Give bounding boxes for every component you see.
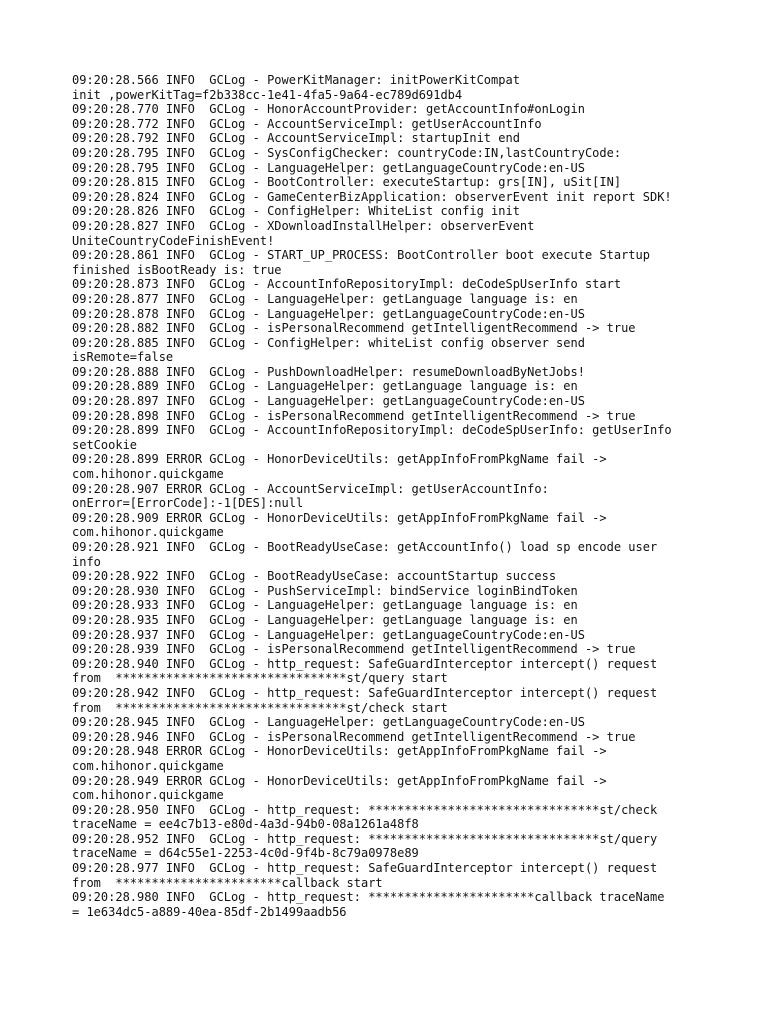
log-line: 09:20:28.939 INFO GCLog - isPersonalRecommend getIntelligentRecommend -> true bbox=[72, 642, 636, 657]
log-line: from ********************************st/check start bbox=[72, 700, 448, 715]
log-line: 09:20:28.826 INFO GCLog - ConfigHelper: WhiteList config init bbox=[72, 204, 520, 219]
log-line: 09:20:28.933 INFO GCLog - LanguageHelper: getLanguage language is: en bbox=[72, 598, 578, 613]
log-line: 09:20:28.952 INFO GCLog - http_request: ********************************st/query bbox=[72, 831, 658, 846]
log-line: 09:20:28.899 INFO GCLog - AccountInfoRepositoryImpl: deCodeSpUserInfo: getUserInfo bbox=[72, 423, 672, 438]
log-line: 09:20:28.795 INFO GCLog - SysConfigChecker: countryCode:IN,lastCountryCode: bbox=[72, 145, 622, 160]
log-line: com.hihonor.quickgame bbox=[72, 525, 224, 540]
log-lines-container bbox=[72, 73, 722, 919]
log-line: from ********************************st/query start bbox=[72, 671, 448, 686]
log-line: 09:20:28.945 INFO GCLog - LanguageHelper: getLanguageCountryCode:en-US bbox=[72, 715, 585, 730]
log-line: 09:20:28.827 INFO GCLog - XDownloadInstallHelper: observerEvent bbox=[72, 218, 535, 233]
log-line: 09:20:28.898 INFO GCLog - isPersonalRecommend getIntelligentRecommend -> true bbox=[72, 408, 636, 423]
log-line: 09:20:28.885 INFO GCLog - ConfigHelper: whiteList config observer send bbox=[72, 335, 585, 350]
log-line: 09:20:28.824 INFO GCLog - GameCenterBizApplication: observerEvent init report SDK! bbox=[72, 189, 672, 204]
log-line: 09:20:28.942 INFO GCLog - http_request: SafeGuardInterceptor intercept() request bbox=[72, 685, 658, 700]
log-line: = 1e634dc5-a889-40ea-85df-2b1499aadb56 bbox=[72, 904, 347, 919]
log-line: 09:20:28.566 INFO GCLog - PowerKitManager: initPowerKitCompat bbox=[72, 73, 520, 87]
log-document bbox=[72, 73, 722, 919]
log-line: 09:20:28.899 ERROR GCLog - HonorDeviceUtils: getAppInfoFromPkgName fail -> bbox=[72, 452, 607, 467]
log-line: from ***********************callback start bbox=[72, 875, 383, 890]
log-line: 09:20:28.935 INFO GCLog - LanguageHelper: getLanguage language is: en bbox=[72, 612, 578, 627]
log-line: 09:20:28.770 INFO GCLog - HonorAccountProvider: getAccountInfo#onLogin bbox=[72, 102, 585, 117]
log-line: 09:20:28.877 INFO GCLog - LanguageHelper: getLanguage language is: en bbox=[72, 291, 578, 306]
log-line: 09:20:28.878 INFO GCLog - LanguageHelper: getLanguageCountryCode:en-US bbox=[72, 306, 585, 321]
log-line: 09:20:28.882 INFO GCLog - isPersonalRecommend getIntelligentRecommend -> true bbox=[72, 321, 636, 336]
log-line: isRemote=false bbox=[72, 350, 174, 365]
log-line: 09:20:28.873 INFO GCLog - AccountInfoRepositoryImpl: deCodeSpUserInfo start bbox=[72, 277, 622, 292]
log-line: 09:20:28.888 INFO GCLog - PushDownloadHelper: resumeDownloadByNetJobs! bbox=[72, 364, 585, 379]
log-line: 09:20:28.897 INFO GCLog - LanguageHelper: getLanguageCountryCode:en-US bbox=[72, 394, 585, 409]
log-line: 09:20:28.921 INFO GCLog - BootReadyUseCase: getAccountInfo() load sp encode user bbox=[72, 540, 658, 554]
log-line: 09:20:28.937 INFO GCLog - LanguageHelper: getLanguageCountryCode:en-US bbox=[72, 627, 585, 642]
log-line: 09:20:28.795 INFO GCLog - LanguageHelper: getLanguageCountryCode:en-US bbox=[72, 160, 585, 175]
log-line: 09:20:28.907 ERROR GCLog - AccountServiceImpl: getUserAccountInfo: bbox=[72, 481, 549, 496]
log-line: 09:20:28.815 INFO GCLog - BootController: executeStartup: grs[IN], uSit[IN] bbox=[72, 175, 622, 190]
log-line: UniteCountryCodeFinishEvent! bbox=[72, 233, 275, 248]
log-line: 09:20:28.922 INFO GCLog - BootReadyUseCase: accountStartup success bbox=[72, 569, 557, 584]
log-line: com.hihonor.quickgame bbox=[72, 758, 224, 773]
log-line: 09:20:28.980 INFO GCLog - http_request: ***********************callback traceName bbox=[72, 890, 665, 905]
log-line: 09:20:28.792 INFO GCLog - AccountServiceImpl: startupInit end bbox=[72, 131, 520, 146]
log-line: traceName = d64c55e1-2253-4c0d-9f4b-8c79a0978e89 bbox=[72, 846, 419, 861]
log-line: 09:20:28.940 INFO GCLog - http_request: SafeGuardInterceptor intercept() request bbox=[72, 656, 658, 671]
log-line: onError=[ErrorCode]:-1[DES]:null bbox=[72, 496, 304, 511]
log-line: init ,powerKitTag=f2b338cc-1e41-4fa5-9a64-ec789d691db4 bbox=[72, 87, 463, 102]
log-line: 09:20:28.861 INFO GCLog - START_UP_PROCESS: BootController boot execute Startup bbox=[72, 248, 650, 263]
log-line: 09:20:28.950 INFO GCLog - http_request: ********************************st/check bbox=[72, 802, 658, 817]
log-line: 09:20:28.948 ERROR GCLog - HonorDeviceUtils: getAppInfoFromPkgName fail -> bbox=[72, 744, 607, 759]
log-line: 09:20:28.977 INFO GCLog - http_request: SafeGuardInterceptor intercept() request bbox=[72, 861, 658, 876]
log-line: 09:20:28.909 ERROR GCLog - HonorDeviceUtils: getAppInfoFromPkgName fail -> bbox=[72, 510, 607, 525]
log-line: com.hihonor.quickgame bbox=[72, 467, 224, 482]
log-line: finished isBootReady is: true bbox=[72, 262, 282, 277]
log-line: 09:20:28.772 INFO GCLog - AccountServiceImpl: getUserAccountInfo bbox=[72, 116, 542, 131]
log-line: com.hihonor.quickgame bbox=[72, 788, 224, 803]
log-line: 09:20:28.946 INFO GCLog - isPersonalRecommend getIntelligentRecommend -> true bbox=[72, 729, 636, 744]
log-line: traceName = ee4c7b13-e80d-4a3d-94b0-08a1261a48f8 bbox=[72, 817, 419, 832]
log-line: 09:20:28.889 INFO GCLog - LanguageHelper: getLanguage language is: en bbox=[72, 379, 578, 394]
log-line: 09:20:28.930 INFO GCLog - PushServiceImpl: bindService loginBindToken bbox=[72, 583, 578, 598]
log-line: info bbox=[72, 554, 101, 569]
log-line: setCookie bbox=[72, 437, 138, 452]
log-line: 09:20:28.949 ERROR GCLog - HonorDeviceUtils: getAppInfoFromPkgName fail -> bbox=[72, 773, 607, 788]
